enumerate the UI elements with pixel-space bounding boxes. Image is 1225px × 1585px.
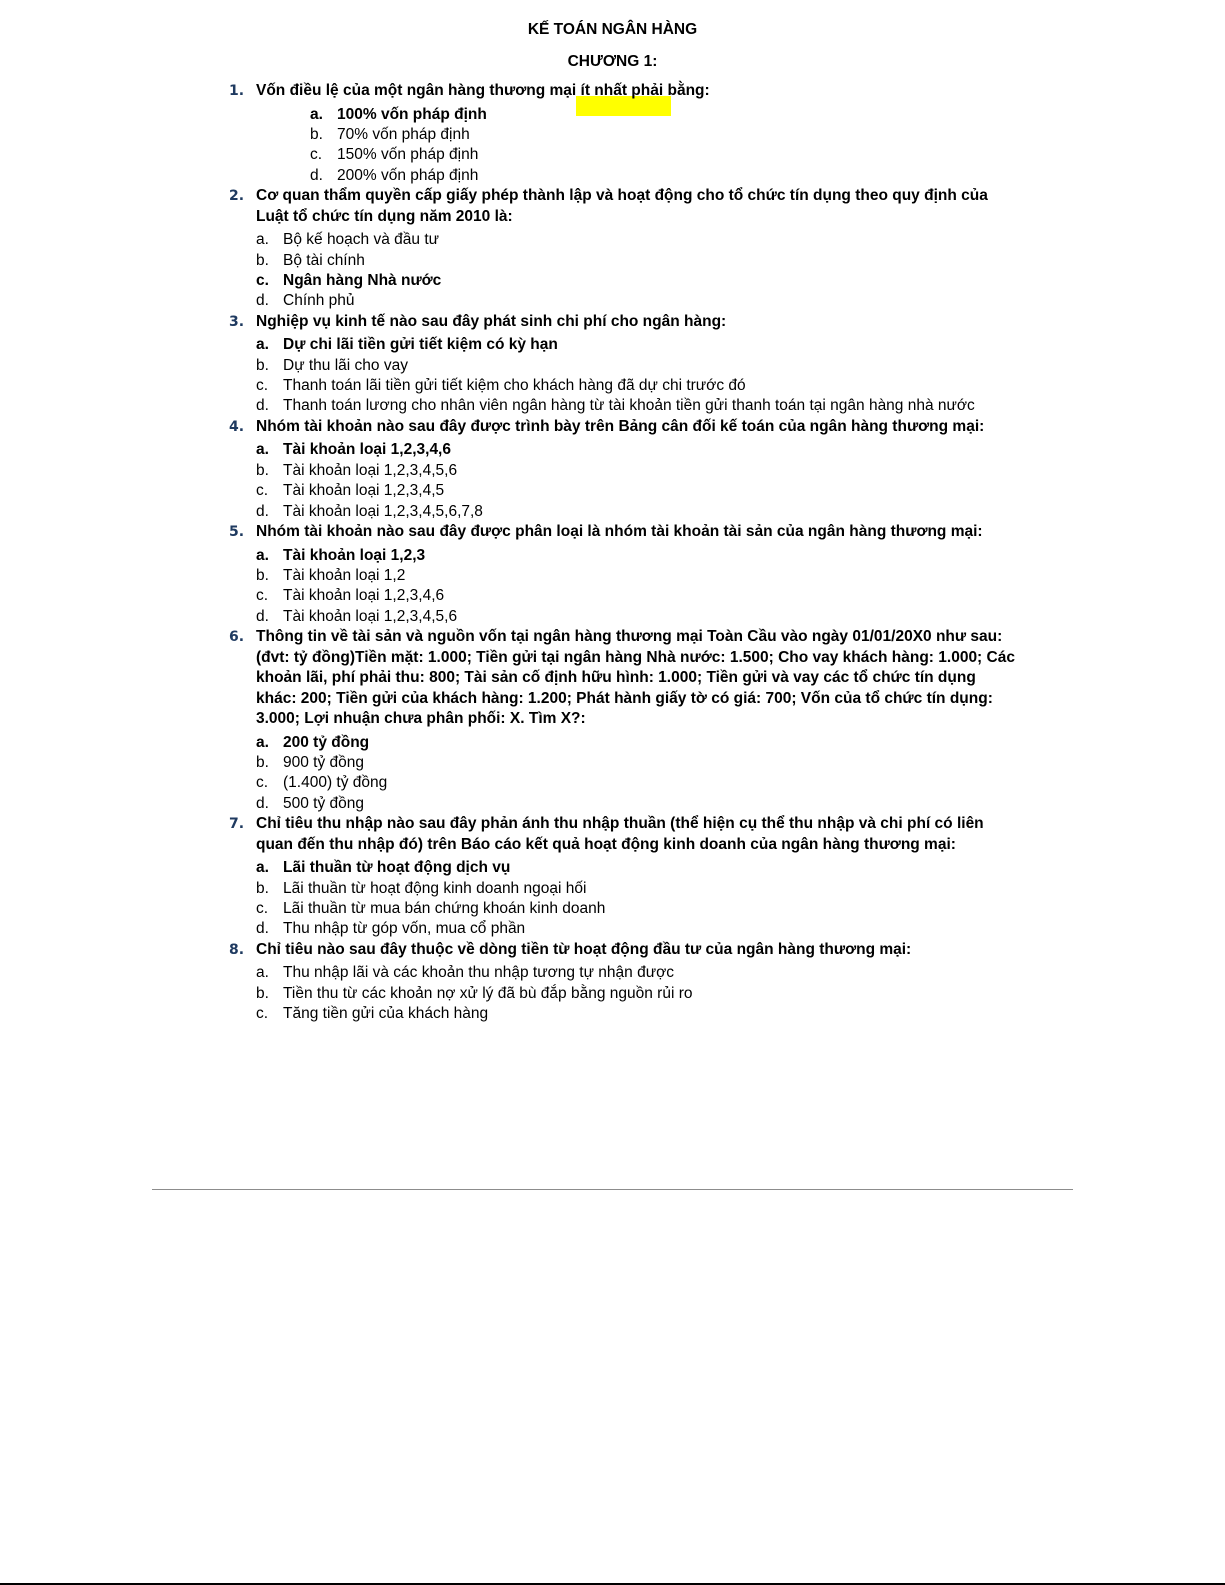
option-letter: b. [256,356,269,374]
option-letter: c. [256,482,269,500]
option-c [0,1004,1225,1024]
option-b [0,879,1225,899]
option-text: 200 tỷ đồng [283,733,370,751]
question-5 [0,522,1225,627]
option-letter: d. [256,920,269,938]
option-a [0,440,1225,460]
option-d [0,607,1225,627]
option-letter: b. [256,251,269,269]
question-text: Cơ quan thẩm quyền cấp giấy phép thành lập và hoạt động cho tổ chức tín dụng theo quy định của Luật tổ chức tín dụng năm 2010 là: [256,187,988,225]
option-b [0,356,1225,376]
option-letter: d. [256,607,269,625]
option-a [0,733,1225,753]
option-text: Thu nhập từ góp vốn, mua cổ phần [283,920,526,938]
option-letter: d. [256,397,269,415]
option-a [0,335,1225,355]
option-letter: c. [256,377,269,395]
question-text: Chỉ tiêu thu nhập nào sau đây phản ánh thu nhập thuần (thể hiện cụ thể thu nhập và chi phí có liên quan đến thu nhập đó) trên Báo cáo kết quả hoạt động kinh doanh của ngân hàng thương mại: [256,815,984,853]
option-text: Tài khoản loại 1,2,3,4,5,6,7,8 [283,502,483,520]
option-text: Tiền thu từ các khoản nợ xử lý đã bù đắp bằng nguồn rủi ro [283,984,693,1002]
chapter-heading: CHƯƠNG 1: [567,53,658,70]
option-text: Bộ tài chính [283,251,365,269]
option-a [0,230,1225,250]
option-a [0,963,1225,983]
option-text: Tài khoản loại 1,2,3,4,6 [283,587,445,605]
option-letter: b. [256,461,269,479]
option-d [0,794,1225,814]
option-c [0,145,1225,165]
question-6 [0,627,1225,814]
question-text: Vốn điều lệ của một ngân hàng thương mại ít nhất phải bằng: [256,82,710,99]
option-text: Tài khoản loại 1,2,3,4,5,6 [283,461,458,479]
option-text: (1.400) tỷ đồng [283,774,388,792]
option-letter: a. [256,441,269,459]
option-text: Thanh toán lương cho nhân viên ngân hàng từ tài khoản tiền gửi thanh toán tại ngân hàng nhà nước [283,397,975,415]
option-letter: c. [256,587,269,605]
question-number: 1. [229,83,245,99]
option-letter: b. [256,879,269,897]
question-3 [0,312,1225,417]
option-letter: d. [256,794,269,812]
option-text: Bộ kế hoạch và đầu tư [283,231,440,249]
option-letter: d. [310,166,323,184]
question-text: Nhóm tài khoản nào sau đây được phân loại là nhóm tài khoản tài sản của ngân hàng thương mại: [256,523,983,540]
option-list [0,335,1225,417]
option-letter: a. [310,105,323,123]
question-8 [0,940,1225,1025]
option-d [0,919,1225,939]
question-number: 5. [229,524,245,540]
option-text: Tài khoản loại 1,2,3,4,5 [283,482,445,500]
option-a [0,105,1225,125]
question-number: 2. [229,188,245,205]
question-number: 8. [229,941,245,958]
option-text: Tài khoản loại 1,2,3,4,5,6 [283,607,458,625]
option-list [0,440,1225,522]
option-d [0,396,1225,416]
question-7 [0,814,1225,940]
option-text: Thu nhập lãi và các khoản thu nhập tương tự nhận được [283,964,674,982]
option-letter: b. [256,566,269,584]
option-text: Ngân hàng Nhà nước [283,271,442,289]
option-letter: a. [256,964,269,982]
option-text: Dự chi lãi tiền gửi tiết kiệm có kỳ hạn [283,336,558,354]
option-b [0,125,1225,145]
option-d [0,291,1225,311]
option-text: 150% vốn pháp định [337,146,479,164]
option-b [0,461,1225,481]
option-text: Thanh toán lãi tiền gửi tiết kiệm cho khách hàng đã dự chi trước đó [283,377,746,395]
option-list [0,105,1225,187]
question-number: 7. [229,816,245,833]
question-text: Nhóm tài khoản nào sau đây được trình bày trên Bảng cân đối kế toán của ngân hàng thương mại: [256,417,985,435]
option-b [0,984,1225,1004]
option-letter: b. [256,754,269,772]
document-title: KẾ TOÁN NGÂN HÀNG [527,21,698,38]
option-letter: c. [256,774,269,792]
option-letter: d. [256,502,269,520]
option-letter: a. [256,231,269,249]
option-text: 900 tỷ đồng [283,754,365,772]
option-list [0,546,1225,628]
question-text: Nghiệp vụ kinh tế nào sau đây phát sinh chi phí cho ngân hàng: [256,312,727,330]
option-letter: c. [256,271,269,289]
option-text: 200% vốn pháp định [337,166,479,184]
page-divider [152,1189,1073,1190]
option-b [0,251,1225,271]
option-b [0,566,1225,586]
option-d [0,166,1225,186]
option-list [0,733,1225,815]
option-a [0,858,1225,878]
question-number: 4. [229,418,245,435]
option-c [0,481,1225,501]
question-number: 3. [229,313,245,330]
option-text: Tăng tiền gửi của khách hàng [283,1005,489,1023]
question-text: Thông tin về tài sản và nguồn vốn tại ngân hàng thương mại Toàn Cầu vào ngày 01/01/20X0 như sau: (đvt: tỷ đồng)Tiền mặt: 1.000; Tiền gửi tại ngân hàng Nhà nước: 1.500; Cho vay khách hàng: 1.000; Các khoản lãi, phí phải thu: 800; Tài sản cố định hữu hình: 1.000; Tiền gửi và vay các tổ chức tín dụng khác: 200; Tiền gửi của khách hàng: 1.200; Phát hành giấy tờ có giá: 700; Vốn của tổ chức tín dụng: 3.000; Lợi nhuận chưa phân phối: X. Tìm X?: [256,628,1015,728]
question-4 [0,417,1225,522]
option-list [0,230,1225,312]
option-text: Tài khoản loại 1,2,3 [283,546,426,564]
option-letter: a. [256,546,269,564]
question-list [0,81,1225,1025]
question-number: 6. [229,629,245,646]
option-letter: b. [256,984,269,1002]
option-text: Lãi thuần từ hoạt động dịch vụ [283,859,511,877]
option-letter: b. [310,125,323,143]
option-d [0,502,1225,522]
option-text: 100% vốn pháp định [337,105,487,123]
option-a [0,546,1225,566]
question-2 [0,186,1225,312]
option-text: 500 tỷ đồng [283,794,365,812]
option-letter: c. [310,146,323,164]
option-letter: a. [256,733,269,751]
question-text: Chỉ tiêu nào sau đây thuộc về dòng tiền từ hoạt động đầu tư của ngân hàng thương mại: [256,940,912,958]
option-text: Tài khoản loại 1,2 [283,566,406,584]
option-c [0,271,1225,291]
option-list [0,858,1225,940]
option-letter: c. [256,900,269,918]
option-list [0,963,1225,1024]
option-c [0,376,1225,396]
option-text: Lãi thuần từ mua bán chứng khoán kinh doanh [283,900,606,918]
option-c [0,586,1225,606]
option-c [0,773,1225,793]
option-b [0,753,1225,773]
option-text: Tài khoản loại 1,2,3,4,6 [283,441,451,459]
option-text: Chính phủ [283,292,355,310]
question-1 [0,81,1225,186]
option-letter: a. [256,859,269,877]
option-text: Dự thu lãi cho vay [283,356,408,374]
option-letter: c. [256,1005,269,1023]
option-text: Lãi thuần từ hoạt động kinh doanh ngoại hối [283,879,587,897]
option-c [0,899,1225,919]
option-letter: d. [256,292,269,310]
option-text: 70% vốn pháp định [337,125,470,143]
option-letter: a. [256,336,269,354]
